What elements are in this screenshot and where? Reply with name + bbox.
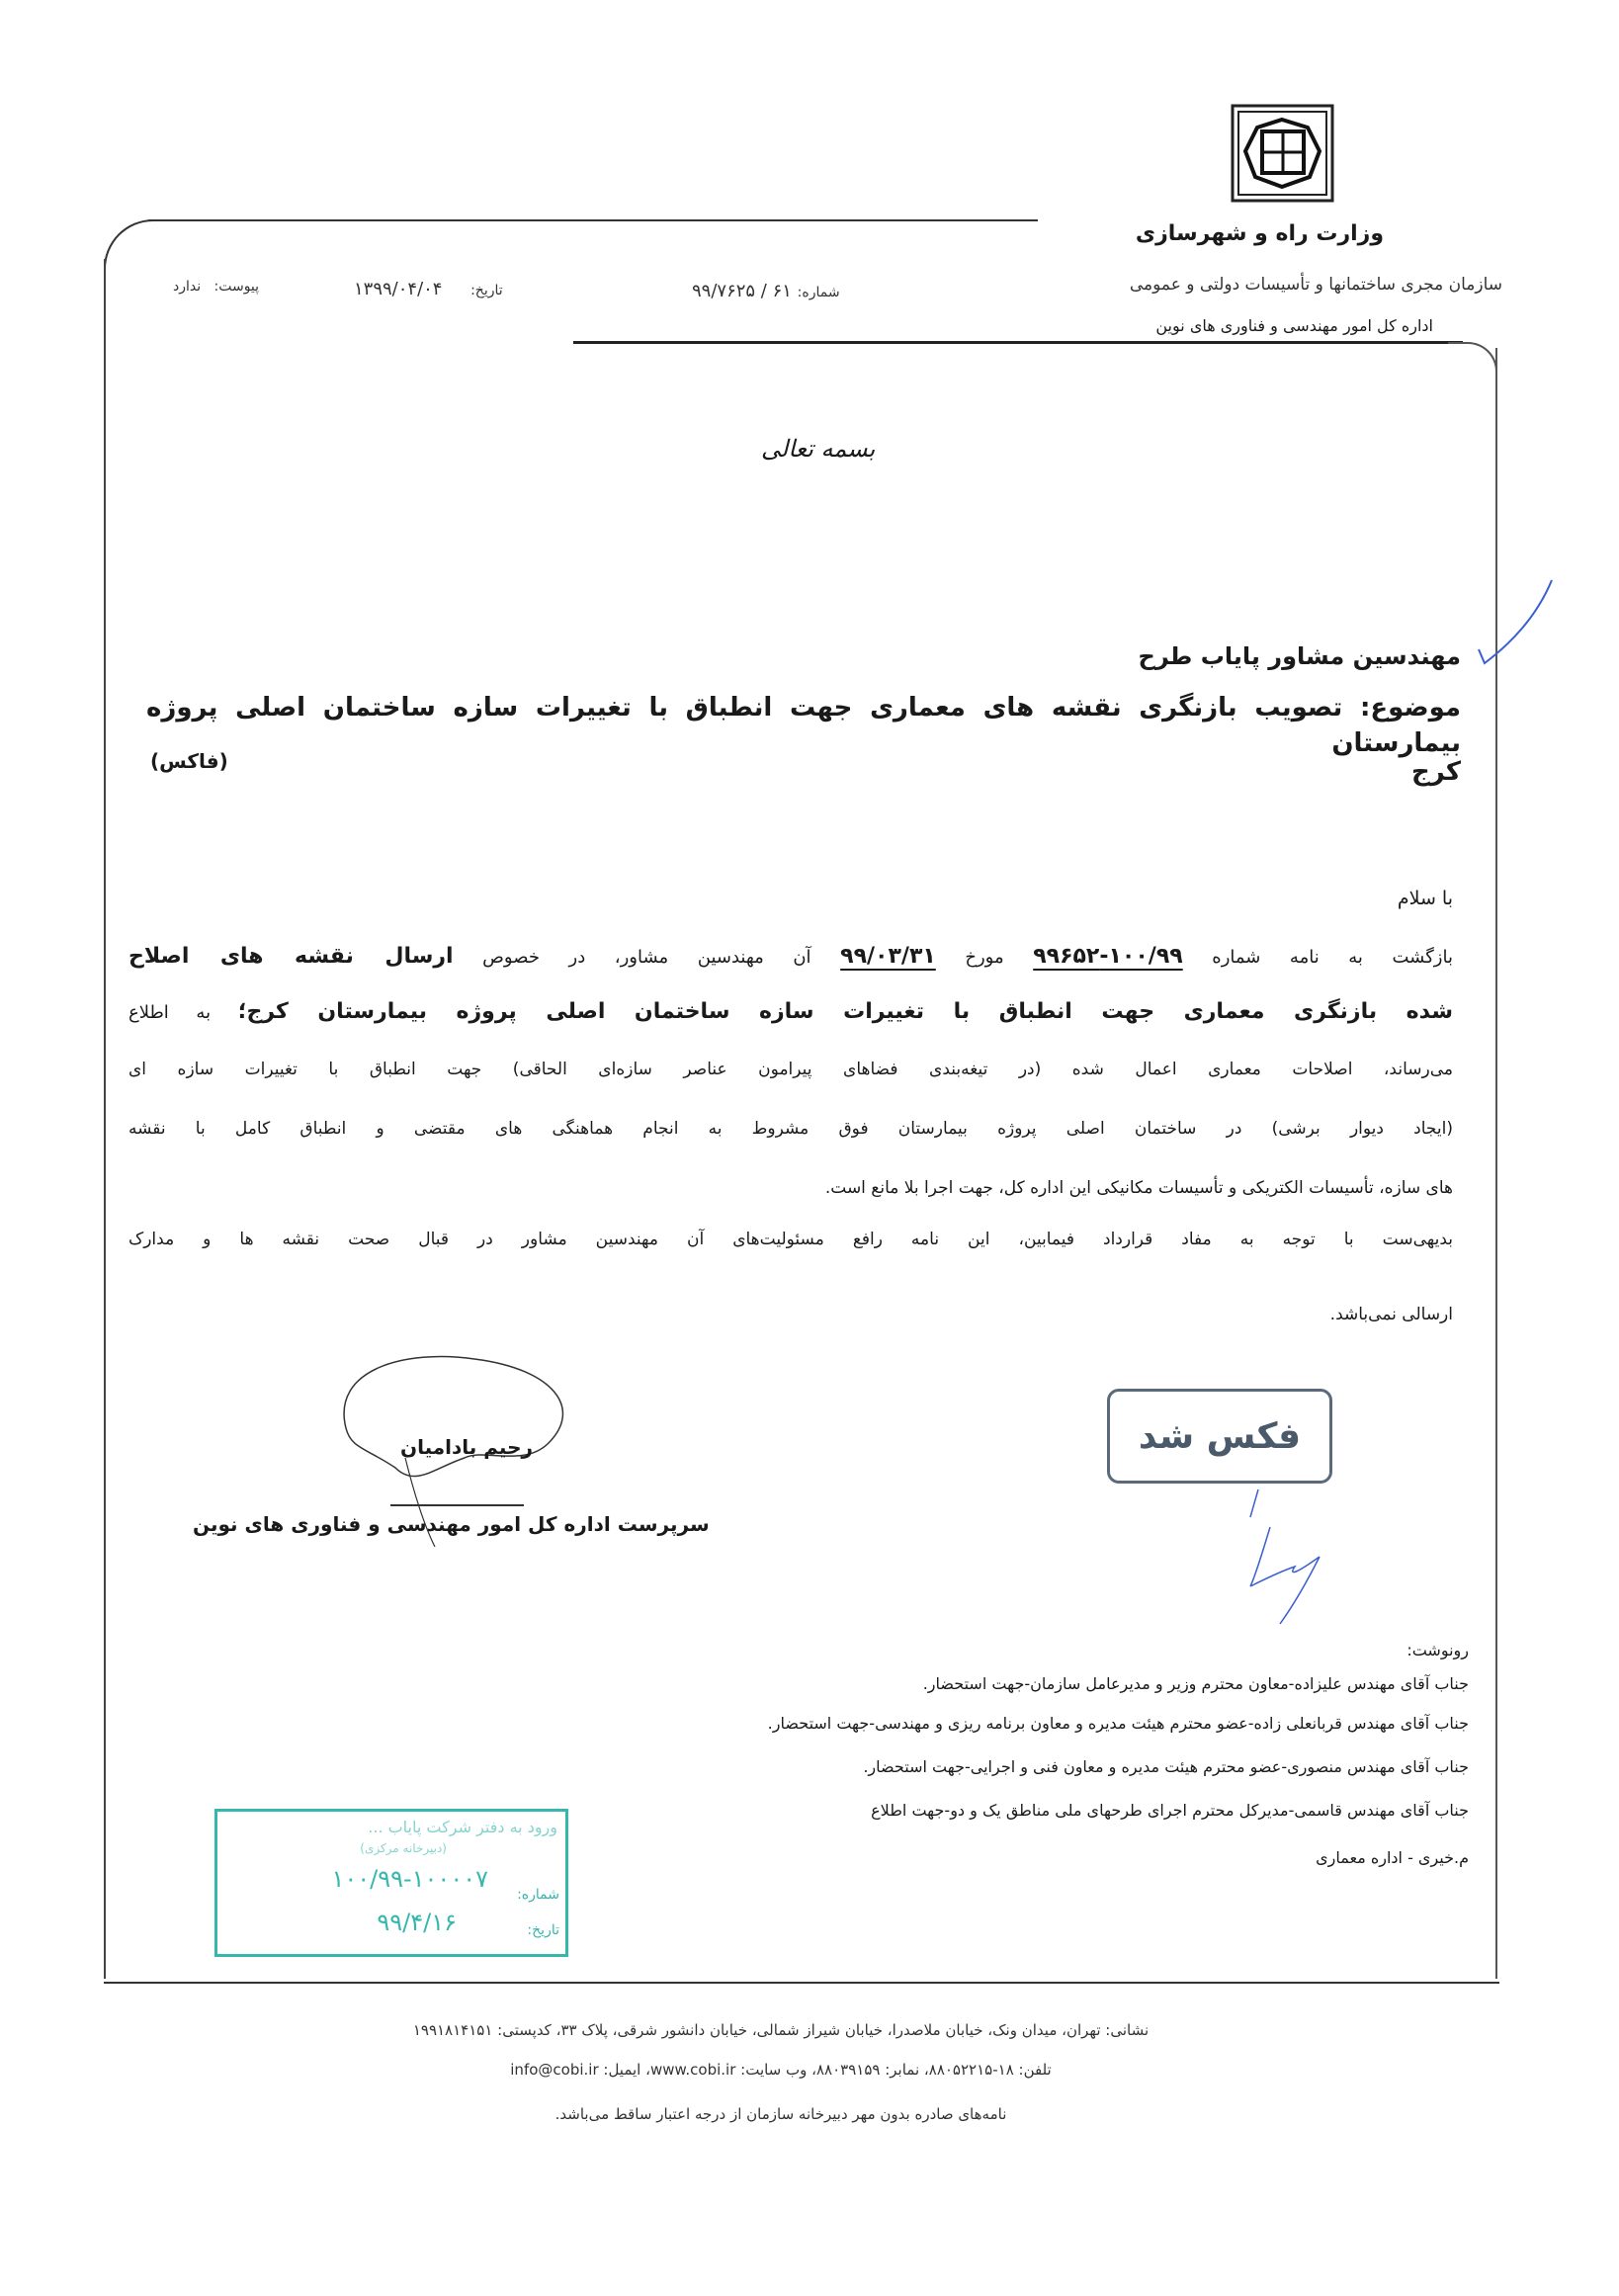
reference-date: ۹۹/۰۳/۳۱ bbox=[840, 944, 936, 969]
signatory-name: رحیم بادامیان bbox=[400, 1435, 534, 1459]
addressee: مهندسین مشاور پایاب طرح bbox=[1138, 642, 1461, 670]
body-text: مورخ bbox=[965, 947, 1004, 968]
reference-number: ۱۰۰/۹۹-۹۹۶۵۲ bbox=[1033, 944, 1183, 969]
body-line-7: ارسالی نمی‌باشد. bbox=[1329, 1305, 1453, 1324]
entry-stamp-subtitle: (دبیرخانه مرکزی) bbox=[360, 1841, 447, 1855]
entry-stamp-title: ورود به دفتر شرکت پایاب ... bbox=[368, 1818, 557, 1836]
attachment-label: پیوست: bbox=[213, 279, 260, 295]
letter-number bbox=[692, 281, 840, 301]
subject-line-1: موضوع: تصویب بازنگری نقشه های معماری جهت انطباق با تغییرات سازه ساختمان اصلی پروژه بیمارستان bbox=[146, 693, 1461, 758]
body-bold-text: ارسال نقشه های اصلاح bbox=[128, 944, 454, 969]
entry-date-label: تاریخ: bbox=[527, 1922, 559, 1938]
body-line-6: بدیهی‌ست با توجه به مفاد قرارداد فیمابین، این نامه رافع مسئولیت‌های آن مهندسین مشاور در قبال صحت نقشه ها و مدارک bbox=[128, 1230, 1453, 1249]
body-bold-text: شده بازنگری معماری جهت انطباق با تغییرات سازه ساختمان اصلی پروژه بیمارستان کرج؛ bbox=[237, 999, 1453, 1024]
handwritten-initials bbox=[1240, 1488, 1339, 1626]
cc-item: جناب آقای مهندس منصوری-عضو محترم هیئت مدیره و معاون فنی و اجرایی-جهت استحضار. bbox=[863, 1757, 1469, 1776]
ministry-name: وزارت راه و شهرسازی bbox=[1135, 221, 1384, 246]
letter-number-value: ۶۱ / ۹۹/۷۶۲۵ bbox=[692, 281, 792, 301]
fax-sent-stamp bbox=[1107, 1389, 1332, 1484]
greeting: با سلام bbox=[1397, 888, 1453, 909]
frame-left bbox=[104, 259, 106, 1979]
cc-heading: رونوشت: bbox=[1406, 1641, 1469, 1659]
basmala: بسمه تعالی bbox=[761, 435, 876, 463]
letter-date bbox=[354, 279, 503, 299]
cc-list bbox=[480, 1641, 1469, 1867]
frame-corner bbox=[104, 219, 163, 279]
cc-item: جناب آقای مهندس علیزاده-معاون محترم وزیر و مدیرعامل سازمان-جهت استحضار. bbox=[922, 1674, 1469, 1693]
cc-item: جناب آقای مهندس قاسمی-مدیرکل محترم اجرای طرحهای ملی مناطق یک و دو-جهت اطلاع bbox=[871, 1801, 1469, 1820]
body-line-2 bbox=[128, 992, 1453, 1052]
letter-date-value: ۱۳۹۹/۰۴/۰۴ bbox=[354, 279, 443, 299]
signature-strike bbox=[390, 1504, 524, 1506]
ministry-logo bbox=[1231, 104, 1334, 203]
subject-line-2: کرج bbox=[1410, 757, 1461, 787]
body-line-1 bbox=[128, 937, 1453, 992]
letter-body bbox=[128, 888, 1453, 1332]
body-line-3: می‌رساند، اصلاحات معماری اعمال شده (در تیغه‌بندی فضاهای پیرامون عناصر سازه‌ای الحاقی) جهت انطباق با تغییرات سازه ای bbox=[128, 1060, 1453, 1079]
letter-number-label: شماره: bbox=[797, 285, 840, 300]
footer-note: نامه‌های صادره بدون مهر دبیرخانه سازمان از درجه اعتبار ساقط می‌باشد. bbox=[554, 2105, 1007, 2123]
signatory-title: سرپرست اداره کل امور مهندسی و فناوری های نوین bbox=[193, 1512, 710, 1536]
header-rule bbox=[148, 219, 1038, 221]
body-line-5: های سازه، تأسیسات الکتریکی و تأسیسات مکانیکی این اداره کل، جهت اجرا بلا مانع است. bbox=[824, 1178, 1453, 1198]
footer-contact: تلفن: ۱۸-۸۸۰۵۲۲۱۵، نمابر: ۸۸۰۳۹۱۵۹، وب سایت: www.cobi.ir، ایمیل: info@cobi.ir bbox=[510, 2061, 1052, 2079]
attachment bbox=[173, 279, 259, 295]
cc-item: م.خیری - اداره معماری bbox=[1316, 1848, 1469, 1867]
fax-sent-text: فکس شد bbox=[1138, 1415, 1302, 1457]
department-name: اداره کل امور مهندسی و فناوری های نوین bbox=[1155, 316, 1433, 335]
fax-note: (فاکس) bbox=[150, 749, 228, 773]
organization-name: سازمان مجری ساختمانها و تأسیسات دولتی و عمومی bbox=[1129, 275, 1502, 295]
body-text: بازگشت به نامه شماره bbox=[1212, 947, 1453, 968]
entry-number-value: ۱۰۰/۹۹-۱۰۰۰۰۷ bbox=[331, 1865, 488, 1893]
check-mark-icon bbox=[1473, 578, 1562, 667]
entry-date-value: ۹۹/۴/۱۶ bbox=[377, 1909, 457, 1936]
letter-date-label: تاریخ: bbox=[470, 283, 503, 298]
frame-bottom bbox=[104, 1982, 1499, 1984]
body-text: آن مهندسین مشاور، در خصوص bbox=[482, 947, 811, 968]
entry-stamp bbox=[214, 1809, 568, 1957]
attachment-value: ندارد bbox=[173, 279, 202, 295]
frame-corner-right bbox=[1448, 342, 1497, 382]
department-rule bbox=[573, 341, 1463, 344]
body-line-4: (ایجاد دیوار برشی) در ساختمان اصلی پروژه بیمارستان فوق مشروط به انجام هماهنگی های مقتضی و انطباق کامل با نقشه bbox=[128, 1119, 1453, 1139]
cc-item: جناب آقای مهندس قربانعلی زاده-عضو محترم هیئت مدیره و معاون برنامه ریزی و مهندسی-جهت استحضار. bbox=[767, 1714, 1469, 1733]
body-text: به اطلاع bbox=[128, 1002, 212, 1023]
entry-number-label: شماره: bbox=[517, 1887, 559, 1903]
footer-address: نشانی: تهران، میدان ونک، خیابان ملاصدرا، خیابان شیراز شمالی، خیابان دانشور شرقی، پلاک ۳۳، کدپستی: ۱۹۹۱۸۱۴۱۵۱ bbox=[412, 2021, 1150, 2039]
